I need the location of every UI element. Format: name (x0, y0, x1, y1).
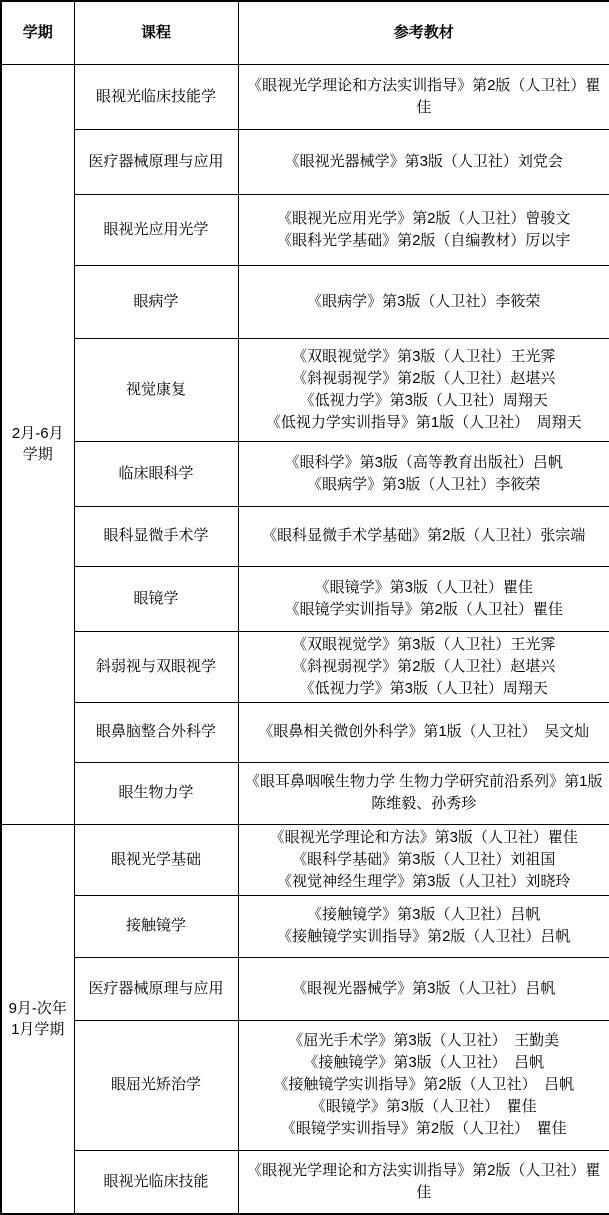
textbook-ref-line: 《眼视光学理论和方法实训指导》第2版（人卫社）瞿佳 (247, 1161, 601, 1201)
course-cell: 眼屈光矫治学 (74, 1020, 238, 1150)
header-semester: 学期 (1, 1, 74, 64)
textbook-ref-line: 《低视力学》第3版（人卫社）周翔天 (299, 391, 548, 409)
textbook-ref-line: 《眼科学基础》第3版（人卫社）刘祖国 (292, 850, 556, 868)
textbook-ref-line: 《眼耳鼻咽喉生物力学 生物力学研究前沿系列》第1版 (244, 773, 603, 790)
textbook-ref-line: 陈维毅、孙秀珍 (371, 795, 477, 812)
textbook-ref-line: 《眼病学》第3版（人卫社）李筱荣 (307, 292, 541, 310)
textbook-ref-line: 《眼镜学实训指导》第2版（人卫社） 瞿佳 (280, 1120, 567, 1137)
textbook-cell (238, 957, 609, 1020)
header-course: 课程 (74, 1, 238, 64)
table-row (1, 702, 609, 762)
textbook-ref-line: 《眼科学》第3版（高等教育出版社）吕帆 (284, 453, 563, 471)
course-cell: 眼病学 (74, 265, 238, 338)
table-row (1, 824, 609, 895)
textbook-ref-line: 《眼鼻相关微创外科学》第1版（人卫社） 吴文灿 (258, 723, 590, 740)
textbook-ref-line: 《双眼视觉学》第3版（人卫社）王光霁 (292, 347, 556, 365)
textbook-ref-line: 《眼视光学理论和方法》第3版（人卫社）瞿佳 (269, 828, 578, 846)
textbook-ref-line: 《眼镜学》第3版（人卫社） 瞿佳 (310, 1098, 537, 1115)
textbook-cell (238, 194, 609, 265)
textbook-cell (238, 129, 609, 194)
textbook-cell (238, 824, 609, 895)
course-cell: 眼视光应用光学 (74, 194, 238, 265)
semester-label-line: 2月-6月 (11, 425, 64, 442)
course-cell: 眼视光临床技能学 (74, 64, 238, 129)
course-cell: 斜弱视与双眼视学 (74, 631, 238, 702)
table-row (1, 566, 609, 631)
course-cell: 眼科显微手术学 (74, 506, 238, 566)
course-cell: 医疗器械原理与应用 (74, 129, 238, 194)
textbook-cell (238, 338, 609, 441)
course-cell: 视觉康复 (74, 338, 238, 441)
textbook-ref-line: 《眼科光学基础》第2版（自编教材）厉以宇 (277, 231, 571, 249)
textbook-ref-line: 《眼视光应用光学》第2版（人卫社）曾骏文 (277, 209, 571, 227)
semester-label-line: 9月-次年 (8, 999, 67, 1017)
textbook-cell (238, 506, 609, 566)
course-cell: 临床眼科学 (74, 441, 238, 506)
course-cell: 眼视光临床技能 (74, 1150, 238, 1214)
textbook-ref-line: 《眼视光器械学》第3版（人卫社）吕帆 (292, 979, 556, 997)
textbook-cell (238, 64, 609, 129)
textbook-cell (238, 631, 609, 702)
textbook-cell (238, 895, 609, 957)
table-row (1, 762, 609, 824)
course-cell: 接触镜学 (74, 895, 238, 957)
table-row (1, 265, 609, 338)
semester-cell-2 (1, 824, 74, 1214)
table-row (1, 1020, 609, 1150)
textbook-cell (238, 441, 609, 506)
semester-label-line: 1月学期 (11, 1020, 65, 1038)
textbook-ref-line: 《眼病学》第3版（人卫社）李筱荣 (307, 475, 541, 493)
header-row (1, 1, 609, 64)
textbook-ref-line: 《眼视光学理论和方法实训指导》第2版（人卫社）瞿佳 (247, 76, 601, 116)
header-textbooks: 参考教材 (238, 1, 609, 64)
textbook-cell (238, 566, 609, 631)
table-row (1, 129, 609, 194)
table-row (1, 506, 609, 566)
textbook-ref-line: 《屈光手术学》第3版（人卫社） 王勤美 (288, 1032, 560, 1049)
textbook-ref-line: 《眼科显微手术学基础》第2版（人卫社）张宗端 (262, 527, 586, 544)
textbook-ref-line: 《低视力学实训指导》第1版（人卫社） 周翔天 (265, 413, 582, 431)
textbook-ref-line: 《斜视弱视学》第2版（人卫社）赵堪兴 (292, 657, 556, 675)
table-row (1, 338, 609, 441)
table-row (1, 441, 609, 506)
semester-label-line: 学期 (22, 446, 53, 463)
textbook-ref-line: 《眼视光器械学》第3版（人卫社）刘党会 (284, 152, 563, 170)
course-cell: 医疗器械原理与应用 (74, 957, 238, 1020)
textbook-ref-line: 《接触镜学实训指导》第2版（人卫社） 吕帆 (273, 1076, 575, 1093)
textbook-cell (238, 265, 609, 338)
textbook-ref-line: 《斜视弱视学》第2版（人卫社）赵堪兴 (292, 369, 556, 387)
table-row (1, 957, 609, 1020)
course-cell: 眼镜学 (74, 566, 238, 631)
textbook-ref-line: 《眼镜学》第3版（人卫社）瞿佳 (314, 578, 533, 596)
textbook-ref-line: 《眼镜学实训指导》第2版（人卫社）瞿佳 (284, 600, 563, 618)
course-cell: 眼生物力学 (74, 762, 238, 824)
table-row (1, 895, 609, 957)
textbook-cell (238, 762, 609, 824)
textbook-ref-line: 《视觉神经生理学》第3版（人卫社）刘晓玲 (277, 872, 571, 890)
textbook-cell (238, 1150, 609, 1214)
table-row (1, 194, 609, 265)
textbook-ref-line: 《接触镜学》第3版（人卫社） 吕帆 (303, 1054, 545, 1071)
textbook-ref-line: 《低视力学》第3版（人卫社）周翔天 (299, 679, 548, 697)
table-row (1, 1150, 609, 1214)
course-cell: 眼视光学基础 (74, 824, 238, 895)
table-row (1, 64, 609, 129)
textbook-ref-line: 《接触镜学实训指导》第2版（人卫社）吕帆 (277, 928, 571, 945)
textbook-cell (238, 1020, 609, 1150)
textbook-ref-line: 《双眼视觉学》第3版（人卫社）王光霁 (292, 635, 556, 653)
course-cell: 眼鼻脑整合外科学 (74, 702, 238, 762)
textbook-cell (238, 702, 609, 762)
semester-cell-1 (1, 64, 74, 824)
textbook-ref-line: 《接触镜学》第3版（人卫社）吕帆 (307, 906, 541, 923)
table-row (1, 631, 609, 702)
